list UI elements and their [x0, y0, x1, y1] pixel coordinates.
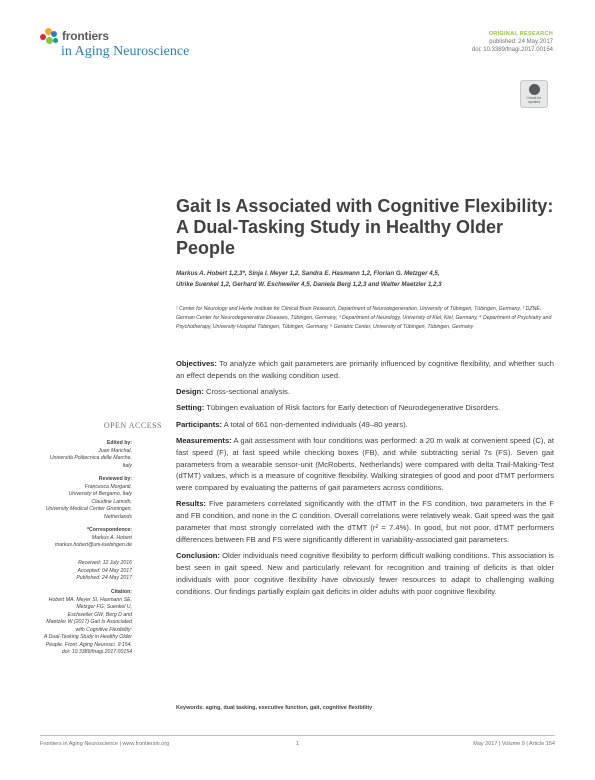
edited-by-label: Edited by:: [106, 440, 132, 446]
article-doi[interactable]: doi: 10.3389/fnagi.2017.00154: [471, 47, 553, 53]
article-title: Gait Is Associated with Cognitive Flexibility: A Dual-Tasking Study in Healthy Older People: [176, 196, 554, 258]
journal-name: in Aging Neuroscience: [61, 44, 190, 59]
abstract-conclusion: Conclusion: Older individuals need cognitive flexibility to perform difficult walking conditions. This association is best seen in gait speed. New and particularly relevant for recognition and training of deficits is that older individuals with poor cognitive flexibility have obviously fewer resources to adapt to challenging walking conditions. Our findings partially explain gait deficits in older adults with poor cognitive flexibility.: [176, 551, 554, 596]
correspondence-label: *Correspondence:: [87, 527, 132, 533]
badge-label: Check for updates: [526, 96, 542, 104]
article-type: ORIGINAL RESEARCH: [488, 31, 553, 37]
citation-doi[interactable]: doi: 10.3389/fnagi.2017.00154: [61, 649, 132, 655]
footer-divider: [40, 735, 555, 736]
citation-line: with Cognitive Flexibility:: [75, 626, 132, 633]
reviewer-2-affil-2: Netherlands: [104, 513, 132, 520]
reviewer-2-affil-1: University Medical Center Groningen,: [45, 506, 132, 512]
citation-label: Citation:: [110, 589, 132, 595]
check-for-updates-badge[interactable]: [520, 80, 548, 108]
abstract-measurements: Measurements: A gait assessment with four conditions was performed: a 20 m walk at convenient speed (C), at fast speed (F), at fast speed while checking boxes (FB), and while subtracting serial 7s (FS). Seven gait parameters from a wearable sensor-unit (McRoberts, Netherlands) were compared with delta Trail-Making-Test (dTMT) values, which is a measure of cognitive flexibility. Walking strategies of good and poor dTMT performers were compared by evaluating the patterns of gait parameters across conditions.: [176, 435, 554, 493]
article-meta: [472, 30, 553, 54]
affiliations: ¹ Center for Neurology and Hertie Institute for Clinical Brain Research, Department of Neurodegeneration, University of Tübingen, Tübingen, Germany, ² DZNE, German Center for Neurodegenerative Diseases, Tübingen, Germany, ³ Department of Neurology, University of Kiel, Kiel, Germany, ⁴ Department of Psychiatry and Psychotherapy, University Hospital Tübingen, Tübingen, Germany, ⁵ Geriatric Center, University of Tübingen, Tübingen, Germany: [176, 306, 552, 330]
reviewer-1-affil: University of Bergamo, Italy: [68, 491, 132, 497]
update-icon: [529, 84, 540, 95]
editor-block: [12, 440, 132, 470]
citation-line: Eschweiler GW, Berg D and: [67, 611, 132, 618]
reviewed-by-label: Reviewed by:: [98, 476, 132, 482]
citation-line: A Dual-Tasking Study in Healthy Older: [43, 634, 132, 640]
citation-line: Hobert MA, Meyer SI, Hasmann SE,: [48, 596, 132, 603]
footer-volume: May 2017 | Volume 9 | Article 154: [473, 741, 555, 747]
journal-logo: [40, 28, 190, 68]
open-access-label: OPEN ACCESS: [103, 421, 162, 430]
published-date-side: Published: 24 May 2017: [76, 575, 132, 581]
editor-affil-1: Università Politecnica delle Marche,: [49, 455, 132, 461]
page-number: 1: [296, 741, 300, 747]
keywords: Keywords: aging, dual tasking, executive function, gait, cognitive flexibility: [176, 705, 373, 711]
citation-block: [12, 589, 132, 657]
citation-line: Metzger FG, Suenkel U,: [76, 604, 132, 610]
reviewer-1-name: Francesca Morganti,: [84, 483, 132, 490]
frontiers-logo-icon: [40, 28, 60, 46]
correspondence-block: [12, 527, 132, 550]
citation-line: Maetzler W (2017) Gait Is Associated: [46, 619, 132, 625]
abstract-objectives: Objectives: To analyze which gait parameters are primarily influenced by cognitive flexibility, and whether such an effect depends on the walking condition used.: [176, 359, 554, 380]
accepted-date: Accepted: 04 May 2017: [77, 567, 132, 574]
reviewers-block: [12, 476, 132, 521]
abstract-design: Design: Cross-sectional analysis.: [176, 387, 290, 397]
abstract-results: Results: Five parameters correlated significantly with the dTMT in the FS condition, two parameters in the F and FB condition, and none in the C condition. Overall correlations were relatively weak. Gait speed was the gait parameter that most strongly correlated with the dTMT (r² = 7.4%). In good, but not poor, dTMT performers differences between FB and FS were significantly different in variability-associated gait parameters.: [176, 499, 554, 544]
correspondence-name: Markus A. Hobert: [91, 534, 132, 541]
published-date: published: 24 May 2017: [489, 39, 553, 45]
authors-line-2: Ulrike Suenkel 1,2, Gerhard W. Eschweiler 4,5, Daniela Berg 1,2,3 and Walter Maetzler 1,2,3: [176, 281, 442, 288]
author-list: [176, 268, 556, 290]
footer-journal[interactable]: Frontiers in Aging Neuroscience | www.frontiersin.org: [40, 741, 170, 747]
correspondence-email[interactable]: markus.hobert@uni-tuebingen.de: [54, 542, 132, 548]
abstract: [176, 358, 554, 602]
abstract-setting: Setting: Tübingen evaluation of Risk factors for Early detection of Neurodegenerative Disorders.: [176, 403, 501, 413]
reviewer-2-name: Claudine Lamoth,: [91, 498, 132, 505]
dates-block: [12, 560, 132, 583]
abstract-participants: Participants: A total of 661 non-demented individuals (49–80 years).: [176, 419, 408, 429]
brand-name: frontiers: [62, 29, 109, 43]
received-date: Received: 12 July 2016: [78, 560, 132, 566]
editor-affil-2: Italy: [122, 462, 132, 469]
authors-line-1: Markus A. Hobert 1,2,3*, Sinja I. Meyer 1,2, Sandra E. Hasmann 1,2, Florian G. Metzger 4,5,: [176, 270, 440, 277]
editor-name: Juan Marichal,: [98, 447, 132, 454]
citation-line: People. Front. Aging Neurosci. 9:154.: [45, 641, 132, 648]
